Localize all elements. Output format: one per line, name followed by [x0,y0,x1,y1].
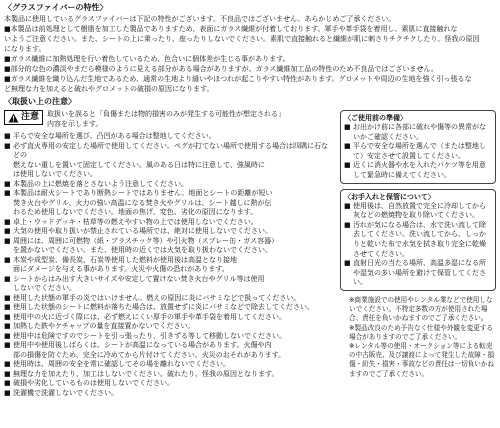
care-column [340,110,496,398]
bullet-marker: ■ [4,274,11,283]
caution-item [4,294,334,304]
caution-list [4,132,334,398]
caution-item [4,265,334,275]
caution-item-text: 部の損傷を防ぐため、完全に冷めてから片付けてください。火災のおそれがあります。 [13,350,286,359]
care-box [340,189,496,291]
caution-item-text: 破損や劣化しているものは使用しないでください。 [13,379,174,388]
care-item-text: 使用後は、自然放置で完全に冷却してから灰などの燃焼物を取り除いてください。 [353,201,486,220]
bullet-marker: ■ [4,293,11,302]
bullet-marker: ■ [344,259,351,268]
care-item-text: 直射日光の当たる場所、高温多湿になる所や湿気の多い場所を避けて保管してください。 [353,259,486,287]
caution-item-text: 使用中は危険ですのでシートを引っ張ったり、引きずる等して移動しないでください。 [13,331,286,340]
before-use-list [344,123,492,181]
bullet-marker: ■ [4,388,11,397]
caution-description [47,110,285,129]
intro-line: になります。 [4,45,46,53]
caution-item-text: 本製品の上に燃焼を落とさないよう注意してください。 [13,179,188,188]
caution-badge-label: 注意 [21,112,40,122]
bullet-marker: ■ [4,132,11,141]
caution-item-text: 平らで安全な場所を選び、凸凹がある場合は整地してください。 [13,132,216,141]
caution-item [4,237,334,247]
intro-line: いようご注意ください。また、シートの上に乗ったり、座ったりしないでください。素肌で直接触れると繊維が肌に刺さりチクチクしたり、怪我の原因 [4,35,480,43]
section-title-fiber: 〈グラスファイバーの特性〉 [4,3,108,12]
caution-item-text: 周囲には、周囲に可燃物（紙・プラスチック等）や引火物（スプレー缶・ガス容器） [13,236,279,245]
caution-item-text: 無理な力を加えたり、加工はしないでください。破れたり、怪我の原因となります。 [13,369,279,378]
caution-item [4,189,334,199]
caution-item [4,351,334,361]
care-item [344,221,492,259]
caution-item [4,322,334,332]
bullet-marker: ■ [344,123,351,131]
caution-badge [4,110,43,125]
warning-icon [8,113,19,123]
bullet-marker: ■ [4,255,11,264]
note-item-text: ※商業施設での使用やレンタル業などで使用しないでください。不特定多数の方が使用された場合、責任を負いかねますのでご了承ください。 [349,295,493,323]
caution-item [4,256,334,266]
caution-item [4,170,334,180]
caution-column [4,110,334,398]
care-item [344,259,492,288]
before-use-item-text: お出かけ前に各部に破れや傷等の異常がないかご確認ください。 [353,123,486,141]
note-item [340,324,496,342]
caution-item [4,370,334,380]
bullet-marker: ■ [4,189,11,198]
caution-item-text: 使用した状態の軍手の炎ではいけません。燃えの原因に炎にバサミなどで扱ってください。 [13,293,301,302]
caution-item [4,303,334,313]
caution-item [4,332,334,342]
section-title-handling: 〈取扱い上の注意〉 [4,97,76,106]
caution-text-line: 内容を示します。 [47,119,103,128]
caution-header [4,110,334,129]
caution-item-text: 使用中や使用後しばらくは、シートが高温になっている場合があります。火傷や内 [13,341,272,350]
caution-item-text: は使用しないでください。 [13,170,97,179]
caution-item [4,208,334,218]
note-item-text: ※製品改良のため予告なく仕様や外観を変更する場合がありますのでご了承ください。 [349,323,493,341]
caution-item [4,389,334,399]
before-use-item [344,142,492,161]
bullet-marker: ■ [4,179,11,188]
caution-item-text: 洗濯機で洗濯しないでください。 [13,388,118,397]
caution-item-text: シートからはみ出す大きいサイズや安定して置けない焚き火台やグリル等は使用 [13,274,265,283]
note-item-text: ※レンタル等の使用・オークション等による転売の中古販売、及び譲渡によって発生した故障・損傷・紛失・損害・事故などの責任は一切負いかねますのでご了承ください。 [349,341,495,378]
care-title: 〈お手入れと保管について〉 [344,192,435,201]
bullet-marker: ■ [344,142,351,151]
note-item [340,296,496,324]
bullet-marker: ■ [4,369,11,378]
caution-item [4,341,334,351]
bullet-marker: ■ [4,303,11,312]
bullet-marker: ■ [4,331,11,340]
caution-text-line: 取扱いを誤ると「負傷または物的損害のみが発生する可能性が想定される」 [47,110,286,118]
bullet-marker: ■ [4,312,11,321]
caution-item [4,360,334,370]
caution-item [4,379,334,389]
bullet-marker: ■ [4,322,11,331]
bullet-marker: ■ [4,341,11,350]
caution-item [4,227,334,237]
caution-item-text: 卓上・ウッドデッキ・枯草等の燃えやすい物の上では使用しないでください。 [13,217,258,226]
caution-item-text: を置かないでください。また、使用時の近くでは火気を取り扱わないでください。 [13,246,272,255]
caution-item [4,132,334,142]
bullet-marker: ■ [4,141,11,150]
before-use-box [340,110,496,184]
caution-item [4,275,334,285]
care-list [344,202,492,288]
before-use-item [344,123,492,142]
caution-item [4,180,334,190]
intro-line: ■本製品は前処理として樹脂を加工した製品でありますため、表面にガラス繊維が付着しております。軍手や革手袋を着用し、素肌に直接触れな [4,25,458,33]
caution-item [4,284,334,294]
before-use-title: 〈ご使用前の準備〉 [344,114,407,122]
bullet-line: ど無理な力を加えると破れやグロメットの破損の原因になります。 [4,85,214,93]
bullet-marker: ■ [4,227,11,236]
before-use-item-text: 平らで安全な場所を選んで（または整地して）安定させて設置してください。 [353,142,486,160]
bullet-marker: ■ [4,236,11,245]
before-use-item-text: 近くに消火器や水を入れたバケツ等を用意して緊急時に備えてください。 [353,161,486,179]
bullet-marker: ■ [344,201,351,210]
bullet-marker: ■ [4,360,11,369]
caution-item-text: 本製品は耐火シートであり断熱シートではありません。地面とシートの距離が短い [13,189,273,198]
two-column-body [4,110,496,398]
caution-item-text: 使用時は、周囲の安全を常に確認してその場を離れないでください。 [13,360,230,369]
bullet-marker: ■ [344,161,351,170]
caution-item [4,246,334,256]
caution-item-text: 大気の使用や取り扱いが禁止されている場所では、絶対に使用しないでください。 [13,227,272,236]
caution-item-text: わるため使用しないでください。地面の焦げ、変色、劣化の原因になります。 [13,208,258,217]
note-item [340,342,496,379]
intro-line: 本製品に使用しているグラスファイバーは下記の特性がございます。不良品ではございません。あらかじめご了承ください。 [4,15,396,23]
care-item-text: 汚れが気になる場合は、水で洗い流して除去してください。洗い流してから、しっかりと乾いた布で水気を拭き取り完全に乾燥させてください。 [353,220,486,258]
caution-item-text: 焚き火台やグリル、火力の強い高温になる焚き火やグリルは、シート越しに熱が伝 [13,198,272,207]
before-use-item [344,161,492,180]
bullet-marker: ■ [344,220,351,229]
caution-item-text: 加熱した鉄やケチャップの量を直接置かないでください。 [13,322,195,331]
notes-list [340,296,496,379]
bullet-line: ■部分的な色の濃淡やまだら模様のように見える部分がある場合がありますが、ガラス繊維加工品の特性のため不良品ではございません。 [4,65,438,73]
caution-item [4,218,334,228]
caution-item-text: 使用中の火に近づく際には、必ず燃えにくい厚手の軍手や革手袋を着用してください。 [13,312,286,321]
bullet-marker: ■ [4,217,11,226]
caution-item [4,161,334,171]
caution-item-text: 面にダメージを与える事があります。火災や火傷の恐れがあります。 [13,265,229,274]
caution-item [4,142,334,161]
bullet-line: ■ガラス繊維に加熱処理を行い着色しているため、色合いに個体差が生じる事があります。 [4,55,290,63]
caution-item [4,313,334,323]
fiber-intro [4,14,496,94]
caution-item-text: 使用した状態のシートに燃料が落ちた場合は、放置せずに炎にバサミなどで除去してください。 [13,303,314,312]
caution-item [4,199,334,209]
care-item [344,202,492,221]
bullet-line: ■ガラス繊維を織り込んだ生地であるため、通常の生地より縫いやほつれが起こりやすい特性があります。グロメットや周辺の生地を強く引っ張るな [4,75,472,83]
bullet-marker: ■ [4,379,11,388]
caution-item-text: 木炭や成型炭、備長炭、石炭等使用した燃料が使用後は高温となり接地 [13,255,237,264]
caution-item-text: 必ず直火専用の安定した場所で使用してください。ペグが打てない場所で使用する場合は四隅に石などの [13,141,328,160]
caution-item-text: しないでください。 [13,284,76,293]
caution-item-text: 燃えない重しを置いて固定してください。風のある日は特に注意して、強風時に [13,160,265,169]
